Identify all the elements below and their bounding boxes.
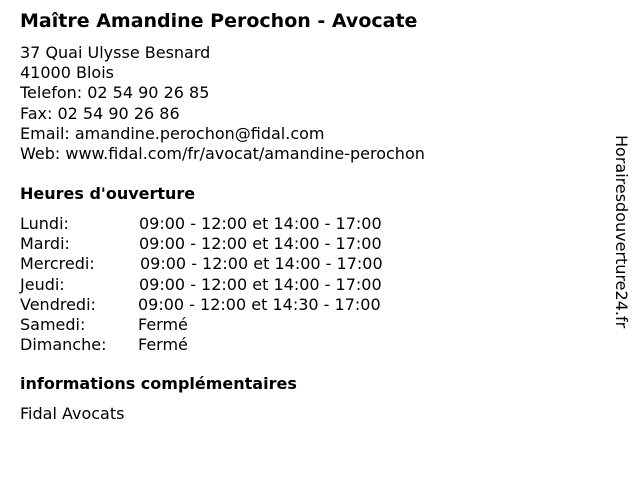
page-title: Maître Amandine Perochon - Avocate bbox=[20, 10, 418, 32]
day-label: Mercredi: bbox=[20, 254, 95, 274]
additional-info-text: Fidal Avocats bbox=[20, 404, 125, 423]
day-hours: 09:00 - 12:00 et 14:00 - 17:00 bbox=[139, 274, 382, 294]
opening-hours-heading: Heures d'ouverture bbox=[20, 184, 196, 203]
day-hours: Fermé bbox=[138, 314, 188, 334]
day-label: Samedi: bbox=[20, 314, 86, 334]
email-address[interactable]: Email: amandine.perochon@fidal.com bbox=[20, 123, 325, 143]
day-label: Dimanche: bbox=[20, 335, 107, 355]
street-address: 37 Quai Ulysse Besnard bbox=[20, 43, 211, 62]
day-hours: 09:00 - 12:00 et 14:00 - 17:00 bbox=[139, 234, 382, 254]
day-hours: 09:00 - 12:00 et 14:00 - 17:00 bbox=[140, 254, 383, 274]
day-hours: Fermé bbox=[138, 335, 188, 355]
day-label: Jeudi: bbox=[20, 274, 65, 294]
city-postcode: 41000 Blois bbox=[20, 63, 114, 83]
day-label: Lundi: bbox=[20, 214, 69, 233]
additional-info-heading: informations complémentaires bbox=[20, 374, 297, 393]
phone-number[interactable]: Telefon: 02 54 90 26 85 bbox=[20, 83, 210, 103]
fax-number: Fax: 02 54 90 26 86 bbox=[20, 103, 180, 123]
website-link[interactable]: Web: www.fidal.com/fr/avocat/amandine-perochon bbox=[20, 144, 425, 164]
contact-details bbox=[20, 43, 425, 164]
day-label: Vendredi: bbox=[20, 294, 96, 314]
day-label: Mardi: bbox=[20, 234, 70, 254]
day-hours: 09:00 - 12:00 et 14:00 - 17:00 bbox=[139, 214, 382, 233]
site-watermark: Horairesdouverture24.fr bbox=[612, 135, 631, 329]
day-hours: 09:00 - 12:00 et 14:30 - 17:00 bbox=[138, 294, 381, 314]
